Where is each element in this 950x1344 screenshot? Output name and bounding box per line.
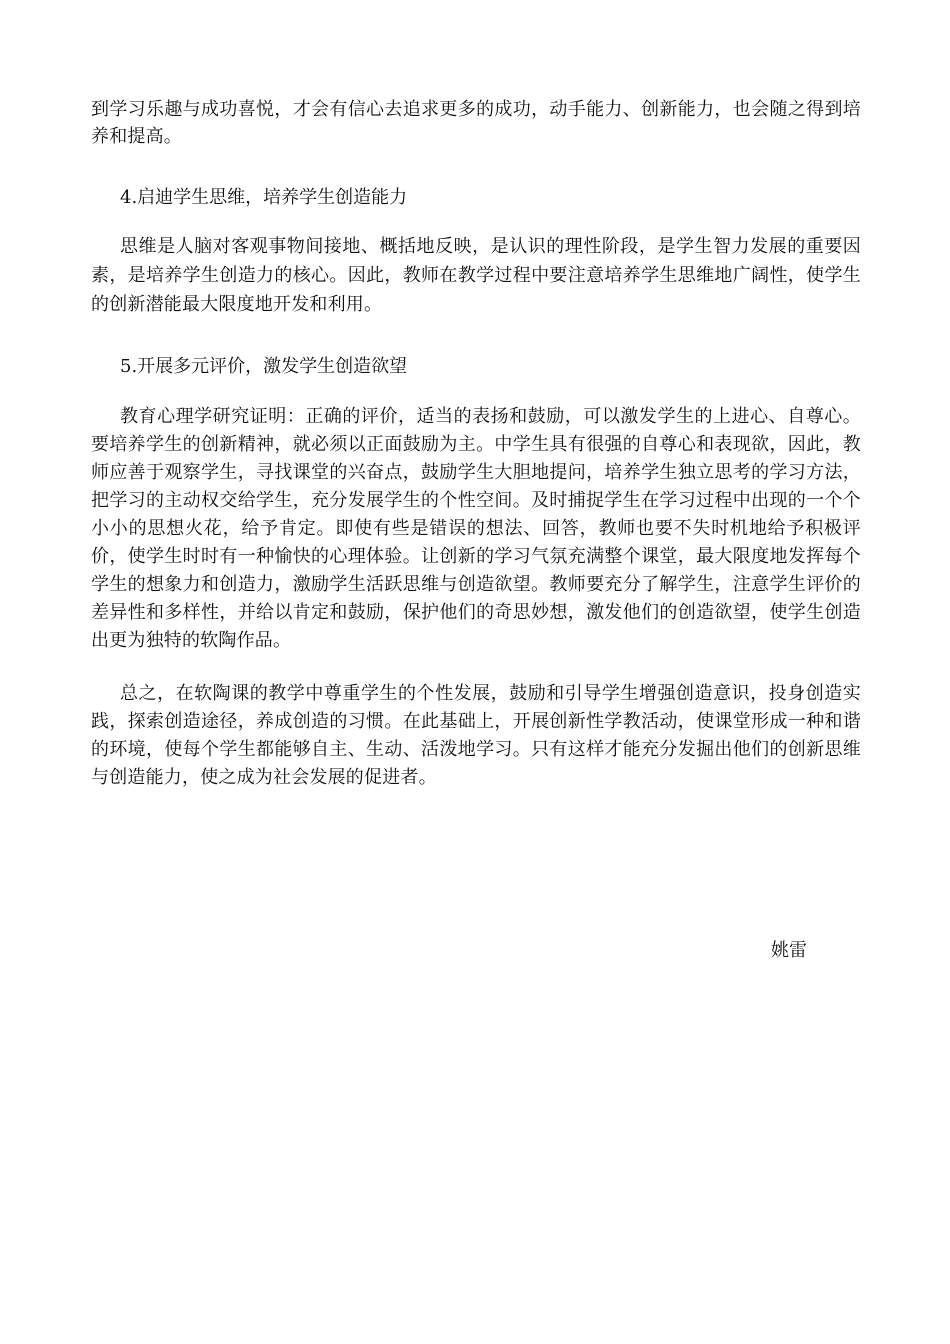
paragraph-4: 思维是人脑对客观事物间接地、概括地反映，是认识的理性阶段，是学生智力发展的重要因素，是培养学生创造力的核心。因此，教师在教学过程中要注意培养学生思维地广阔性，使学生的创新潜能最大限度地开发和利用。: [91, 236, 861, 315]
paragraph-5: 教育心理学研究证明：正确的评价，适当的表扬和鼓励，可以激发学生的上进心、自尊心。要培养学生的创新精神，就必须以正面鼓励为主。中学生具有很强的自尊心和表现欲，因此，教师应善于观察学生，寻找课堂的兴奋点，鼓励学生大胆地提问，培养学生独立思考的学习方法，把学习的主动权交给学生，充分发展学生的个性空间。及时捕捉学生在学习过程中出现的一个个小小的思想火花，给予肯定。即使有些是错误的想法、回答，教师也要不失时机地给予积极评价，使学生时时有一种愉快的心理体验。让创新的学习气氛充满整个课堂，最大限度地发挥每个学生的想象力和创造力，激励学生活跃思维与创造欲望。教师要充分了解学生，注意学生评价的差异性和多样性，并给以肯定和鼓励，保护他们的奇思妙想，激发他们的创造欲望，使学生创造出更为独特的软陶作品。: [91, 406, 861, 651]
section-heading-4: 4.启迪学生思维，培养学生创造能力: [120, 187, 408, 208]
section-heading-5: 5.开展多元评价，激发学生创造欲望: [120, 356, 408, 377]
conclusion-paragraph: 总之，在软陶课的教学中尊重学生的个性发展，鼓励和引导学生增强创造意识，投身创造实践，探索创造途径，养成创造的习惯。在此基础上，开展创新性学教活动，使课堂形成一种和谐的环境，使每个学生都能够自主、生动、活泼地学习。只有这样才能充分发掘出他们的创新思维与创造能力，使之成为社会发展的促进者。: [91, 683, 861, 788]
author-signature: 姚雷: [771, 940, 807, 961]
paragraph-continued: 到学习乐趣与成功喜悦，才会有信心去追求更多的成功，动手能力、创新能力，也会随之得到培养和提高。: [91, 99, 861, 147]
